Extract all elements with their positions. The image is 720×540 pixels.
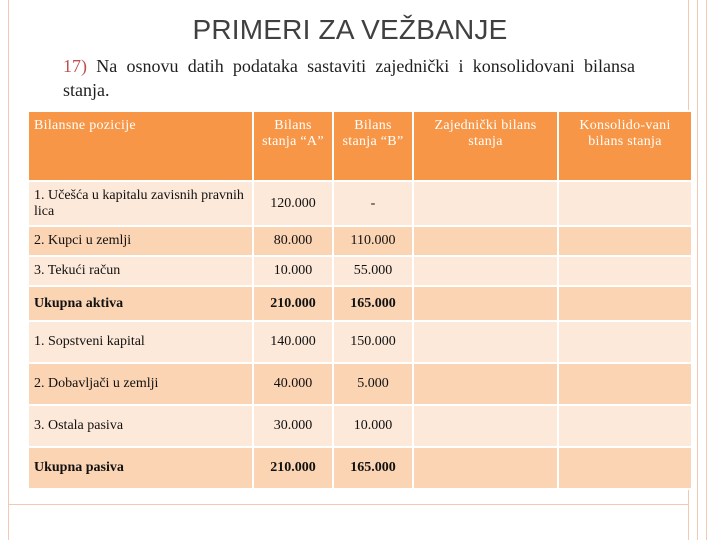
- table-row: [28, 286, 692, 321]
- value-consolidated: [558, 363, 692, 405]
- table-row: [28, 405, 692, 447]
- value-consolidated: [558, 286, 692, 321]
- value-a: 210.000: [253, 447, 333, 489]
- task-number: 17): [63, 56, 87, 76]
- row-label: 1. Sopstveni kapital: [28, 321, 253, 363]
- value-a: 140.000: [253, 321, 333, 363]
- value-b: 5.000: [333, 363, 413, 405]
- row-label: 2. Kupci u zemlji: [28, 226, 253, 256]
- value-combined: [413, 405, 558, 447]
- row-label: Ukupna aktiva: [28, 286, 253, 321]
- value-b: 10.000: [333, 405, 413, 447]
- value-b: 55.000: [333, 256, 413, 286]
- value-a: 210.000: [253, 286, 333, 321]
- header-cell: Konsolido-vani bilans stanja: [558, 111, 692, 181]
- row-label: 3. Ostala pasiva: [28, 405, 253, 447]
- value-combined: [413, 321, 558, 363]
- header-cell: Bilans stanja “A”: [253, 111, 333, 181]
- table-row: [28, 256, 692, 286]
- balance-table: [27, 110, 693, 490]
- header-cell: Bilansne pozicije: [28, 111, 253, 181]
- value-consolidated: [558, 405, 692, 447]
- task-statement: [63, 54, 635, 102]
- header-cell: Bilans stanja “B”: [333, 111, 413, 181]
- value-combined: [413, 256, 558, 286]
- value-a: 80.000: [253, 226, 333, 256]
- table-row: [28, 321, 692, 363]
- value-b: -: [333, 181, 413, 226]
- value-b: 150.000: [333, 321, 413, 363]
- value-b: 165.000: [333, 447, 413, 489]
- table-row: [28, 363, 692, 405]
- table-row: [28, 226, 692, 256]
- row-label: 2. Dobavljači u zemlji: [28, 363, 253, 405]
- value-b: 165.000: [333, 286, 413, 321]
- value-consolidated: [558, 181, 692, 226]
- value-a: 10.000: [253, 256, 333, 286]
- slide-frame-right: [706, 0, 707, 540]
- value-combined: [413, 363, 558, 405]
- value-combined: [413, 447, 558, 489]
- row-label: 3. Tekući račun: [28, 256, 253, 286]
- value-combined: [413, 226, 558, 256]
- value-consolidated: [558, 321, 692, 363]
- value-consolidated: [558, 226, 692, 256]
- row-label: Ukupna pasiva: [28, 447, 253, 489]
- value-consolidated: [558, 256, 692, 286]
- value-combined: [413, 286, 558, 321]
- value-combined: [413, 181, 558, 226]
- table-row: [28, 181, 692, 226]
- value-b: 110.000: [333, 226, 413, 256]
- task-text: Na osnovu datih podataka sastaviti zajednički i konsolidovani bilansa stanja.: [63, 56, 635, 100]
- table-header-row: [28, 111, 692, 181]
- slide-title: PRIMERI ZA VEŽBANJE: [192, 14, 508, 45]
- value-a: 40.000: [253, 363, 333, 405]
- slide-frame-bottom: [8, 504, 689, 505]
- table-row: [28, 447, 692, 489]
- slide-frame-left: [8, 0, 9, 540]
- value-consolidated: [558, 447, 692, 489]
- row-label: 1. Učešća u kapitalu zavisnih pravnih lica: [28, 181, 253, 226]
- value-a: 120.000: [253, 181, 333, 226]
- value-a: 30.000: [253, 405, 333, 447]
- header-cell: Zajednički bilans stanja: [413, 111, 558, 181]
- slide-frame-right: [697, 0, 698, 540]
